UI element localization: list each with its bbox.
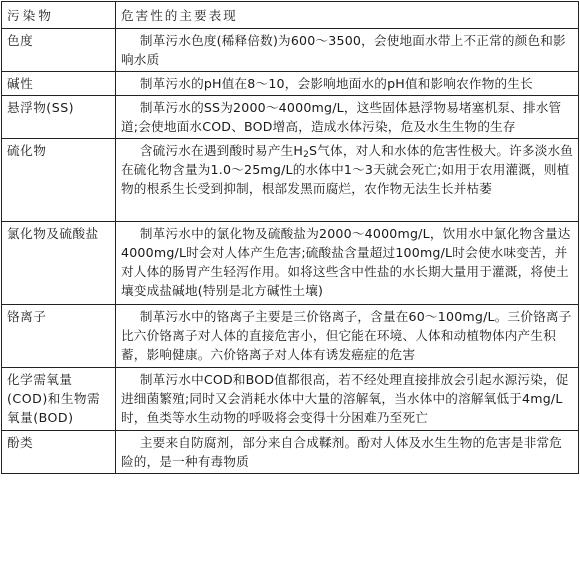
table-row (2, 368, 579, 431)
table-row (2, 29, 579, 72)
effect-text-part: S气体，对人和水体的危害性极大。许多淡水鱼在硫化物含量为1.0～25mg/L的水体中1～3天就会死亡;如用于农用灌溉，则植物的根系生长受到抑制，根部发黑而腐烂，农作物无法生长并枯萎 (121, 143, 574, 196)
effect-cell: 制革污水中的铬离子主要是三价铬离子，含量在60～100mg/L。三价铬离子比六价铬离子对人体的直接危害小，但它能在环境、人体和动植物体内产生积蓄，影响健康。六价铬离子对人体有诱发癌症的危害 (116, 305, 579, 368)
table-row (2, 431, 579, 474)
effect-cell: 制革污水中COD和BOD值都很高，若不经处理直接排放会引起水源污染，促进细菌繁殖;同时又会消耗水体中大量的溶解氧，当水体中的溶解氧低于4mg/L时，鱼类等水生动物的呼吸将会变得十分困难乃至死亡 (116, 368, 579, 431)
table-row (2, 96, 579, 139)
pollutant-cell: 化学需氧量(COD)和生物需氧量(BOD) (2, 368, 116, 431)
table-row (2, 222, 579, 305)
effect-cell: 主要来自防腐剂，部分来自合成鞣剂。酚对人体及水生生物的危害是非常危险的，是一种有毒物质 (116, 431, 579, 474)
table-header-row (2, 2, 579, 29)
subscript-digit: 2 (303, 150, 310, 160)
effect-cell: 制革污水的SS为2000～4000mg/L，这些固体悬浮物易堵塞机泵、排水管道;会使地面水COD、BOD增高，造成水体污染，危及水生生物的生存 (116, 96, 579, 139)
pollutant-cell: 硫化物 (2, 139, 116, 222)
effect-text-part: 含硫污水在遇到酸时易产生H (139, 143, 304, 158)
pollutant-cell: 悬浮物(SS) (2, 96, 116, 139)
header-effect: 危害性的主要表现 (116, 2, 579, 29)
pollution-hazard-table (1, 1, 579, 474)
effect-cell: 制革污水的pH值在8～10，会影响地面水的pH值和影响农作物的生长 (116, 72, 579, 96)
table-row (2, 139, 579, 222)
header-pollutant: 污染物 (2, 2, 116, 29)
effect-cell (116, 139, 579, 222)
table-row (2, 305, 579, 368)
effect-cell: 制革污水色度(稀释倍数)为600～3500，会使地面水带上不正常的颜色和影响水质 (116, 29, 579, 72)
table-row (2, 72, 579, 96)
pollutant-cell: 铬离子 (2, 305, 116, 368)
effect-cell: 制革污水中的氯化物及硫酸盐为2000～4000mg/L，饮用水中氯化物含量达4000mg/L时会对人体产生危害;硫酸盐含量超过100mg/L时会使水味变苦，并对人体的肠胃产生轻泻作用。如将这些含中性盐的水长期大量用于灌溉，将使土壤变成盐碱地(特别是北方碱性土壤) (116, 222, 579, 305)
pollutant-cell: 酚类 (2, 431, 116, 474)
pollutant-cell: 氯化物及硫酸盐 (2, 222, 116, 305)
pollutant-cell: 碱性 (2, 72, 116, 96)
pollutant-cell: 色度 (2, 29, 116, 72)
